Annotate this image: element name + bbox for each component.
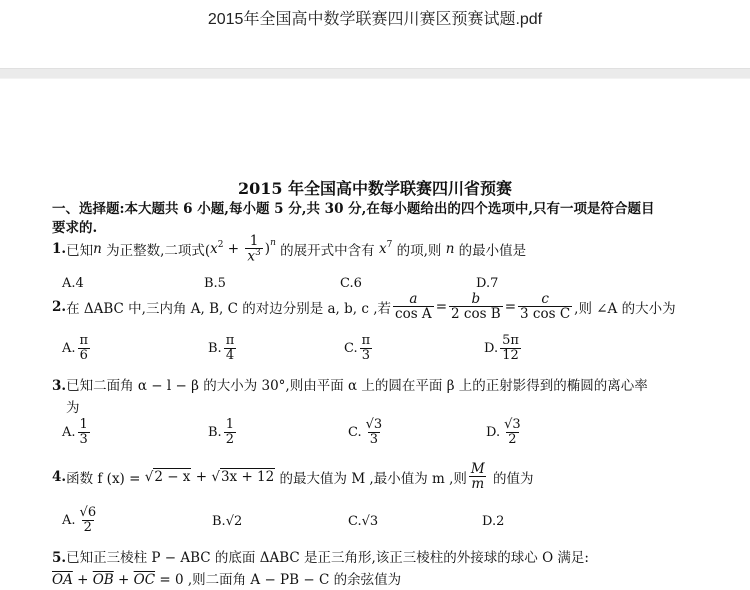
q3-option-b: B. $\frac{1}{2}$ (208, 417, 234, 447)
q3-option-d: D. $\frac{√3}{2}$ (486, 417, 521, 447)
q4-sqrt-1: √2 − x (144, 469, 191, 485)
q4-sqrt-2: √3x + 12 (211, 469, 275, 485)
question-2-number: 2. (52, 299, 67, 315)
q2-option-b: B. $\frac{\pi}{4}$ (208, 333, 235, 363)
q1-option-d: D.7 (476, 276, 499, 291)
q3-option-a: A. $\frac{1}{3}$ (62, 417, 88, 447)
q1-fraction: $\frac{1}{x^3}$ (247, 233, 261, 265)
q1-option-c: C.6 (340, 276, 362, 291)
section-heading-line1: 一、选择题:本大题共 6 小题,每小题 5 分,共 30 分,在每小题给出的四个选项中,只有一项是符合题目 (52, 201, 655, 217)
q1-option-b: B.5 (204, 276, 226, 291)
q3-option-c: C. $\frac{√3}{3}$ (348, 417, 383, 447)
q2-fraction-c: $\frac{c}{\text{3 cos C}}$ (520, 291, 571, 323)
q2-fraction-b: $\frac{b}{\text{2 cos B}}$ (451, 291, 501, 323)
q1-option-a: A.4 (62, 276, 84, 291)
question-5-line2: $\overline{OA} + \overline{OB} + \overline{OC} = 0$ ,则二面角 A − PB − C 的余弦值为 (52, 572, 402, 588)
question-3: 3.已知二面角 α − l − β 的大小为 30°,则由平面 α 上的圆在平面 β 上的正射影得到的椭圆的离心率 (52, 378, 648, 394)
q2-option-d: D. $\frac{5\pi}{12}$ (484, 333, 519, 363)
question-4-number: 4. (52, 469, 67, 485)
page-separator (0, 68, 750, 79)
q4-fraction: $\frac{M}{m}$ (470, 461, 485, 493)
question-1: 1. 已知 n 为正整数,二项式( x $^2$ + $\frac{1}{x^3}$ ) $^n$ 的展开式中含有 x $^7$ 的项,则 n 的最小值是 (52, 233, 527, 265)
q4-option-c: C.√3 (348, 514, 379, 529)
question-1-number: 1. (52, 241, 67, 258)
question-5: 5.已知正三棱柱 P − ABC 的底面 ΔABC 是正三角形,该正三棱柱的外接球的球心 O 满足: (52, 550, 589, 566)
q4-option-a: A. $\frac{√6}{2}$ (62, 505, 97, 535)
document-title: 2015 年全国高中数学联赛四川省预赛 (237, 179, 513, 198)
viewer-file-title: 2015年全国高中数学联赛四川赛区预赛试题.pdf (207, 11, 543, 28)
question-5-number: 5. (52, 550, 67, 566)
question-2: 2. 在 ΔABC 中,三内角 A, B, C 的对边分别是 a, b, c ,若 $\frac{a}{\text{cos A}}$ = $\frac{b}{\text{2 cos B}}$ = $\frac{c}{\text{3 cos C}}$ ,则 ∠A 的大小为 (52, 291, 676, 323)
q4-option-d: D.2 (482, 514, 505, 529)
question-3-line2: 为 (66, 400, 80, 416)
q2-fraction-a: $\frac{a}{\text{cos A}}$ (395, 291, 432, 323)
q2-option-a: A. $\frac{\pi}{6}$ (62, 333, 89, 363)
q2-option-c: C. $\frac{\pi}{3}$ (344, 333, 371, 363)
question-4: 4. 函数 f (x) = √2 − x + √3x + 12 的最大值为 M ,最小值为 m ,则 $\frac{M}{m}$ 的值为 (52, 461, 534, 493)
question-3-number: 3. (52, 378, 67, 394)
section-heading-line2: 要求的. (52, 220, 98, 236)
q4-option-b: B.√2 (212, 514, 243, 529)
